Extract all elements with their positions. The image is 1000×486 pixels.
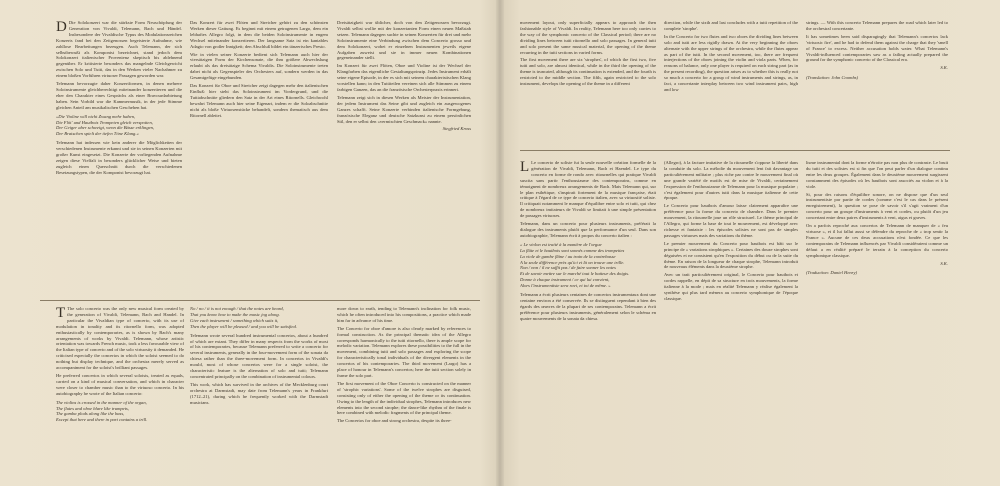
english-translation-credit: (Translation: John Coombs) bbox=[806, 75, 859, 81]
german-paragraph: Das Konzert für zwei Flöten und Streicher gehört zu den schönsten Werken dieser Gattung. Es beginnt mit einem getragenen Largo, dem ein lebhaftes Allegro folgt, in dem die beiden Soloinstrumente in engem Wechsel miteinander konzertieren. Der langsame Satz ist ein kantables Adagio von großer Innigkeit; den Abschluß bildet ein tänzerisches Presto. bbox=[190, 20, 328, 49]
verse-line: Except that here and there in part contains a trill. bbox=[56, 417, 148, 423]
verse-line: Die Flöt' und Hautbois Trompeten gleich verspotten, bbox=[56, 119, 153, 125]
english-paragraph: direction, while the sixth and last concludes with a tutti repetition of the complete 'strophe'. bbox=[664, 20, 798, 31]
german-column-1 bbox=[56, 20, 182, 295]
verse-line: A la seule différence près qu'ici et là on trouve une trille. bbox=[520, 259, 625, 265]
verse-line: »Die Violine will nicht Zwang mehr haben, bbox=[56, 113, 136, 119]
french-paragraph: Telemann, dans un concerto pour plusieurs instruments, préférait la dialogue des instruments plutôt que la performance d'un seul. Dans son autobiographie, Telemann écrit à propos du concerto italien : bbox=[520, 221, 656, 238]
german-verse bbox=[56, 114, 182, 138]
verse-line: The gamba plods along like the bass, bbox=[56, 411, 125, 417]
english-column-3 bbox=[337, 306, 471, 478]
verse-line: « Le violon est traité à la manière de l'orgue bbox=[520, 241, 602, 247]
section-divider bbox=[40, 300, 480, 301]
section-divider bbox=[520, 150, 950, 151]
french-paragraph: L Le concerto de soliste fut la seule nouvelle création formelle de la génération de Vivaldi, Telemann, Bach et Haendel. Le type du concerto en forme de rondo avec ritournelles qui pratique Vivaldi suscita sans partir l'enthousiasme des contemporains, comme en témoignent de nombreux arrangements de Bach. Mais Telemann qui, sur le plan esthétique, s'inspirait fortement de la musique française, était critique à l'égard de ce type de concerto italien, avec sa virtuosité soliste. Il critiquait notamment le manque d'équilibre entre solo et tutti, qui chez de nombreux imitateurs de Vivaldi se limitait à une simple présentation de passages virtuoses. bbox=[520, 160, 656, 219]
english-column-5 bbox=[664, 20, 798, 142]
english-paragraph: He preferred concertos in which several soloists, treated as equals, carried on a kind of musical conversation, and which in character were closer to chamber music than to the virtuoso concerto. In his autobiography he wrote of the Italian concerto: bbox=[56, 372, 184, 396]
english-paragraph: strings. — With this concerto Telemann prepares the road which later led to the orchestral concertante. bbox=[806, 20, 948, 31]
french-paragraph: Si, pour des raisons d'équilibre sonore, on ne dispose que d'un seul instrumentiste par partie de cordes (comme c'est le cas dans le présent enregistrement), la question se pose de savoir s'il s'agit vraiment d'un concerto pour un groupe d'instruments à vent et cordes, ou plutôt d'un jeu concertant entre deux paires d'instruments à vent, aigus et graves. bbox=[806, 191, 948, 221]
english-paragraph: The first movement there are six 'strophes', of which the first two, five tutti and solo, are almost identical, while in the third the opening of the theme is truncated, although its continuation is extended, and the fourth is restricted to the middle section. The fifth, again restricted to the solo instrument, develops the opening of the theme in a different bbox=[520, 57, 656, 87]
verse-line: La viole de gambe flâne / au train de la contrebasse bbox=[520, 253, 616, 259]
german-paragraph: Dreisätzigkeit war üblicher, doch von den Zeitgenossen bevorzugt. Vivaldi selbst wollte mit der konzertanten Form einen neuen Maßstab setzen. Telemann dagegen suchte in seinen Konzerten für drei und mehr Soloinstrumente eine Verbindung zwischen dem Concerto grosso und dem Solokonzert, wobei er einzelnen Instrumenten jeweils eigene Aufgaben zuweist und sie in immer neuen Kombinationen gegeneinander stellt. bbox=[337, 20, 471, 61]
english-paragraph: more down to earth, tending to Telemann's inclination for folk music, which he often introduced into his compositions, a practice which made him far in advance of his time. bbox=[337, 306, 471, 323]
english-column-2 bbox=[190, 306, 328, 478]
verse-line: No / no / it is not enough / that the notes are heard, bbox=[190, 306, 284, 311]
verse-line: The flutes and oboe blare like trumpets, bbox=[56, 405, 129, 411]
english-signature: S.K. bbox=[940, 65, 948, 71]
verse-line: Et de savoir mettre sur le marché tout le batteur des doigts. bbox=[520, 271, 630, 277]
english-column-1 bbox=[56, 306, 184, 478]
french-translation-credit: (Traduction: Daniel Henry) bbox=[806, 270, 858, 276]
french-verse bbox=[520, 242, 656, 289]
english-paragraph: It has sometimes been said disparagingly that Telemann's concertos lack 'virtuosic fire', and he had to defend them against the charge that they 'smell of France' to excess. Neither accusation holds water. What Telemann's Vivaldi-influenced contemporaries saw as a failing actually prepared the ground for the symphonic concerto of the Classical era. bbox=[806, 33, 948, 63]
verse-line: Der Geiger aber schweigt, wenn die Bässe erklingen, bbox=[56, 125, 155, 131]
french-paragraph: Avec un trait particulièrement original, le Concerto pour hautbois et cordes rappelle, en dépit de sa structure en trois mouvements, la forme italienne à la mode ; mais en réalité Telemann y réalise également la synthèse qui plus tard mènera au concerto symphonique de l'époque classique. bbox=[664, 272, 798, 301]
verse-line: Der Bratschen spielt der tiefen Töne Klang.« bbox=[56, 131, 139, 137]
german-signature: Siegfried Kross bbox=[442, 126, 471, 132]
verse-line: Donne à chaque instrument / ce qui lui convient, bbox=[520, 277, 610, 283]
french-signature: S.K. bbox=[940, 260, 948, 266]
english-paragraph: movement layout, only superficially appears to approach the then fashionable style of Vivaldi. In reality, Telemann here too only carries to the way of the symphonic concerto of the Classical period; there are no dividing lines between tutti ritornello and solo passages. In general tutti and solo present the same musical material, the opening of the theme recurring in the tutti sections in varied forms. bbox=[520, 20, 656, 55]
english-column-6 bbox=[806, 20, 948, 142]
german-column-3 bbox=[337, 20, 471, 295]
verse-line: Non / non / il ne suffit pas / de faire sonner les notes bbox=[520, 265, 616, 271]
verse-line: Then the player will be pleased / and you will be satisfied. bbox=[190, 323, 297, 329]
french-paragraph: (Allegro), à la facture imitative de la ritournelle s'oppose la liberté dans la conduite du solo. La mélodie du mouvement lent fait davantage un particulièrement militaire ; plus riche par contre le mouvement final où une grande variété de motifs est de mise de Vivaldi, certainement l'expression de l'enthousiasme de Telemann pour la musique populaire ; c'est également pour d'autres tutti dans la musique italienne de cette époque. bbox=[664, 160, 798, 201]
english-paragraph: This work, which has survived in the archives of the Mecklenburg court orchestra at Darmstadt, may date from Telemann's years in Frankfurt (1712–21), during which he frequently worked with the Darmstadt musicians. bbox=[190, 381, 328, 405]
german-paragraph: Telemann bevorzugte daher Konzertformen, in denen mehrere Soloinstrumente gleichberechtigt miteinander konzertieren und die eher den Charakter eines Gesprächs als einer Bravourdarbietung haben. Sein Vorbild war die Kammermusik, in der jede Stimme gleichen Anteil am musikalischen Geschehen hat. bbox=[56, 81, 182, 110]
verse-line: La flûte et le hautbois sont sonnés comme des trompettes bbox=[520, 247, 625, 253]
drop-cap: L bbox=[520, 160, 530, 175]
french-paragraph: Le premier mouvement du Concerto pour hautbois est bâti sur le principe de « variations strophiques ». Certaines des douze strophes sont déguisées et ne consistent qu'en l'exposition du début ou de la suite du thème. En raison de la longueur de chaque strophe, Telemann introduit de nouveaux éléments dans la deuxième strophe. bbox=[664, 240, 798, 270]
german-paragraph: Wie in vielen seiner Konzerte bedient sich Telemann auch hier der viersätzigen Form der Kirchensonate, die ihm größere Abwechslung erlaubt als das dreisätzige Schema Vivaldis. Die Soloinstrumente treten dabei nicht als Gegenspieler des Orchesters auf, sondern werden in das Gesamtgefüge eingebunden. bbox=[190, 51, 328, 81]
german-column-2 bbox=[190, 20, 328, 295]
french-paragraph: On a parfois reproché aux concertos de Telemann de manquer de « feu virtuose », et il lui fallut aussi se défendre du reproche de « trop sentir la France ». Aucune de ces deux accusations n'est fondée. Ce que les contemporains de Telemann influencés par Vivaldi considéraient comme un défaut a en réalité préparé le terrain à la conception du concerto symphonique classique. bbox=[806, 223, 948, 258]
english-paragraph: T The solo concerto was the only new musical form created by the generation of Vivaldi, Telemann, Bach and Handel. In particular the Vivaldian type of concerto, with its use of modulation in tonality and its ritornello form, was adopted enthusiastically by contemporaries, as is shown by Bach's many arrangements of works by Vivaldi. Telemann, whose artistic orientation was towards French music, took a less favourable view of the Italian type of concerto and of the solo virtuosity it demanded. He criticised especially the concertos in which the soloist seemed to do nothing but display technique, and the orchestra merely served as accompaniment for the soloist's brilliant passages. bbox=[56, 306, 184, 371]
french-column-1 bbox=[520, 160, 656, 478]
english-paragraph: The first movement of the Oboe Concerto is constructed on the manner of 'strophic variations'. Some of the twelve strophes are disguised, consisting only of either the opening of the theme or its continuation. Owing to the length of the individual strophes, Telemann introduces new elements into the second strophe; the dance-like rhythm of the finale is here combined with melodic fragments of the principal theme. bbox=[337, 380, 471, 416]
german-paragraph: Das Konzert für Oboe und Streicher zeigt dagegen mehr den italienischen Einfluß: hier steht das Soloinstrument im Vordergrund, und die Tuttiabschnitte gliedern den Satz in der Art eines Ritornells. Gleichwohl bewahrt Telemann auch hier seine Eigenart, indem er die Soloabschnitte nicht als bloße Virtuosenstücke behandelt, sondern thematisch aus dem Ritornell ableitet. bbox=[190, 83, 328, 118]
drop-cap: D bbox=[56, 20, 67, 35]
english-paragraph: Telemann wrote several hundred instrumental concertos, about a hundred of which are extant. They differ in many respects from the works of most of his contemporaries, because Telemann preferred to write a concerto for several instruments, generally in the four-movement form of the sonata da chiesa rather than the three-movement form. In concertos in Vivaldi's mould, most of whose concertos were for a single soloist, the characteristic feature is the alternation of solo and tutti; Telemann concentrated principally on the combination of instrumental colours. bbox=[190, 332, 328, 379]
german-paragraph: Telemann hat indessen wie kein anderer die Möglichkeiten der verschiedenen Instrumente erkannt und sie in seinen Konzerten mit großer Kunst eingesetzt. Die Konzerte der vorliegenden Aufnahme zeigen diese Vielfalt in besonders glücklicher Weise und bieten zugleich einen Querschnitt durch die verschiedenen Besetzungstypen, die der Komponist bevorzugt hat. bbox=[56, 140, 182, 175]
french-paragraph: lisme instrumental dont la forme n'étroite pas non plus de contraste. Le bruit du tutti et des solistes est si fin que l'on peut parler d'un dialogue continu entre les deux groupes. Également dans le deuxième mouvement surgissent constamment des épisodes où les hautbois sont associés au violon et à la viole. bbox=[806, 160, 948, 189]
french-column-3 bbox=[806, 160, 948, 478]
page-gutter bbox=[496, 0, 504, 486]
english-paragraph: The Concerto for oboe d'amore is also clearly marked by references to formal construction. As the principal thematic idea of the Allegro corresponds harmonically to the tutti ritornello, there is ample scope for melodic variation. Telemann explores these possibilities to the full in the movement, combining tutti and solo passages and exploring the scope for characteristically tonal individuals of the divergent elements in the concertos of his contemporaries. The third movement (Largo) has a place of honour in Telemann's concertos; here the tutti section solely in frame the solo part. bbox=[337, 325, 471, 378]
french-paragraph: Le Concerto pour hautbois d'amour laisse clairement apparaître une préférence pour la forme du concerto de chambre. Dans le premier mouvement, la ritournelle joue un rôle structurel. Le thème principal de l'Allegro, qui forme la base de tout le mouvement, est développé avec richesse et fantaisie : les épisodes solistes ne sont pas de simples passages virtuoses mais des variations du thème. bbox=[664, 203, 798, 238]
english-column-4 bbox=[520, 20, 656, 142]
english-verse bbox=[56, 400, 184, 424]
drop-cap: T bbox=[56, 306, 66, 321]
verse-line: Alors l'instrumentiste sera ravi, et toi de même. » bbox=[520, 283, 611, 289]
german-paragraph: D Die Solokonzert war die stärkste Form Neuschöpfung der Generation von Vivaldi, Telemann, Bach und Händel. Insbesondere der Vivaldische Typus des Modulationsreichen Konzerts fand bei den Zeitgenossen begeisterte Aufnahme, wie zahllose Bearbeitungen bezeugen. Auch Telemann, der sich selbstbewußt als Komponist bezeichnet, stand jedoch dem Solokonzert italienischer Provenienz skeptisch bis ablehnend gegenüber. Er kritisierte besonders das mangelnde Gleichgewicht zwischen Solo und Tutti, das in den Werken vieler Nachahmer zu einem bloßen Vorführen virtuoser Passagen geworden war. bbox=[56, 20, 182, 79]
german-paragraph: Telemann zeigt sich in diesen Werken als Meister der Instrumentation, der jedem Instrument das Seine gibt und zugleich ein ausgewogenes Ganzes schafft. Seine Konzerte verbinden italienische Formgebung, französische Eleganz und deutsche Satzkunst zu einem persönlichen Stil, den er selbst den »vermischten Geschmack« nannte. bbox=[337, 94, 471, 124]
german-paragraph: Im Konzert für zwei Flöten, Oboe und Violine ist der Wechsel der Klangfarben das eigentliche Gestaltungsprinzip. Jedes Instrument erhält seine eigene Episode, in der es sich mit seinem charakteristischen Klang vorstellen kann; in den Tuttiteilen vereinen sich alle Stimmen zu einem farbigen Ganzen, das an die französische Orchesterpraxis erinnert. bbox=[337, 63, 471, 92]
french-paragraph: Telemann a écrit plusieurs centaines de concertos instrumentaux dont une centaine environ a été conservée. Ils se distinguent cependant à bien des égards des œuvres de la plupart de ses contemporains. Telemann a écrit préférence pour plusieurs instruments, généralement selon le schéma en quatre mouvements de la sonata da chiesa. bbox=[520, 292, 656, 321]
verse-line: That you know how to make the music jog along. bbox=[190, 311, 280, 317]
french-column-2 bbox=[664, 160, 798, 478]
english-paragraph: The Concertos for oboe and strong orchestra, despite its three- bbox=[337, 418, 452, 424]
english-verse-continued bbox=[190, 306, 328, 330]
verse-line: Give each instrument / something which suits it, bbox=[190, 317, 279, 323]
verse-line: The violins is crossed in the manner of the organ, bbox=[56, 399, 147, 405]
english-paragraph: In the Concerto for two flutes and two oboes the dividing lines between solo and tutti are less rigidly drawn. At the very beginning the oboes alternate with the upper strings of the orchestra, while the flutes appear as part of the tutti. In the second movement, too, there are frequent interjections of the oboes joining the violin and viola parts. When, for reasons of balance, only one player is required on each string part (as in the present recording), the question arises as to whether this is really not so much a concerto for a group of wind instruments and strings, as, in fact, a concertante interplay between two wind instrument pairs, high and low bbox=[664, 33, 798, 92]
